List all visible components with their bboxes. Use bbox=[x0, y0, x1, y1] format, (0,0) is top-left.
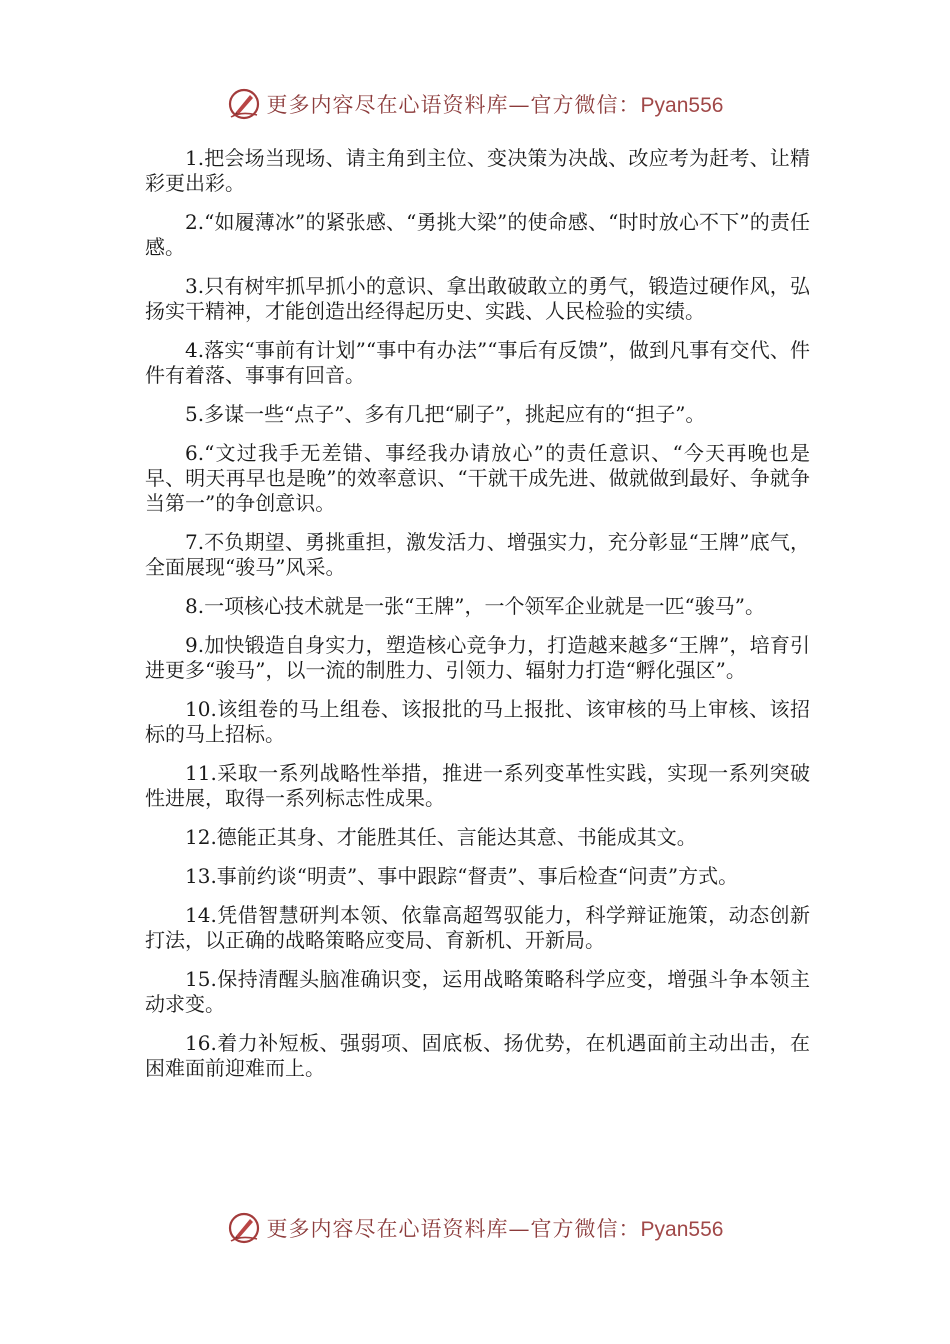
paragraph-11: 11.采取一系列战略性举措，推进一系列变革性实践，实现一系列突破性进展，取得一系列标志性成果。 bbox=[145, 761, 810, 810]
paragraph-9: 9.加快锻造自身实力，塑造核心竞争力，打造越来越多“王牌”，培育引进更多“骏马”，以一流的制胜力、引领力、辐射力打造“孵化强区”。 bbox=[145, 633, 810, 682]
paragraph-5: 5.多谋一些“点子”、多有几把“刷子”，挑起应有的“担子”。 bbox=[185, 402, 706, 426]
wechat-id: Pyan556 bbox=[640, 1218, 724, 1241]
paragraph-16: 16.着力补短板、强弱项、固底板、扬优势，在机遇面前主动出击，在困难面前迎难而上。 bbox=[145, 1031, 810, 1080]
paragraph-6: 6.“文过我手无差错、事经我办请放心”的责任意识、“今天再晚也是早、明天再早也是晚”的效率意识、“干就干成先进、做就做到最好、争就争当第一”的争创意识。 bbox=[145, 441, 810, 515]
paragraph-13: 13.事前约谈“明责”、事中跟踪“督责”、事后检查“问责”方式。 bbox=[185, 864, 739, 888]
document-body bbox=[145, 146, 810, 1095]
pen-seal-logo-icon bbox=[227, 87, 261, 121]
paragraph-2: 2.“如履薄冰”的紧张感、“勇挑大梁”的使命感、“时时放心不下”的责任感。 bbox=[145, 210, 810, 259]
banner-caption: 更多内容尽在心语资料库—官方微信： bbox=[266, 1217, 641, 1241]
paragraph-3: 3.只有树牢抓早抓小的意识、拿出敢破敢立的勇气，锻造过硬作风，弘扬实干精神，才能创造出经得起历史、实践、人民检验的实绩。 bbox=[145, 274, 810, 323]
pen-seal-logo-icon bbox=[227, 1211, 261, 1245]
banner-caption: 更多内容尽在心语资料库—官方微信： bbox=[266, 93, 641, 117]
banner-text bbox=[267, 89, 724, 119]
paragraph-10: 10.该组卷的马上组卷、该报批的马上报批、该审核的马上审核、该招标的马上招标。 bbox=[145, 697, 810, 746]
paragraph-4: 4.落实“事前有计划”“事中有办法”“事后有反馈”，做到凡事有交代、件件有着落、事事有回音。 bbox=[145, 338, 810, 387]
banner-text bbox=[267, 1213, 724, 1243]
footer-banner bbox=[0, 1208, 950, 1248]
paragraph-12: 12.德能正其身、才能胜其任、言能达其意、书能成其文。 bbox=[185, 825, 697, 849]
paragraph-1: 1.把会场当现场、请主角到主位、变决策为决战、改应考为赶考、让精彩更出彩。 bbox=[145, 146, 810, 195]
paragraph-7: 7.不负期望、勇挑重担，激发活力、增强实力，充分彰显“王牌”底气，全面展现“骏马”风采。 bbox=[145, 530, 810, 579]
paragraph-8: 8.一项核心技术就是一张“王牌”，一个领军企业就是一匹“骏马”。 bbox=[185, 594, 765, 618]
paragraph-14: 14.凭借智慧研判本领、依靠高超驾驭能力，科学辩证施策，动态创新打法，以正确的战略策略应变局、育新机、开新局。 bbox=[145, 903, 810, 952]
wechat-id: Pyan556 bbox=[640, 94, 724, 117]
header-banner bbox=[0, 84, 950, 124]
paragraph-15: 15.保持清醒头脑准确识变，运用战略策略科学应变，增强斗争本领主动求变。 bbox=[145, 967, 810, 1016]
